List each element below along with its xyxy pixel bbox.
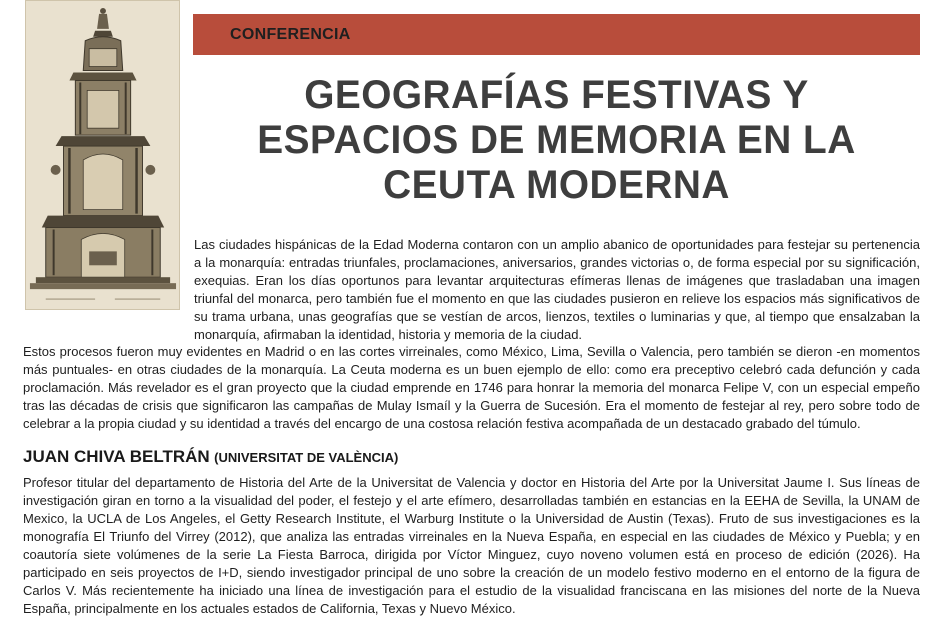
speaker-affiliation: (UNIVERSITAT DE VALÈNCIA) bbox=[214, 450, 399, 465]
speaker-name: JUAN CHIVA BELTRÁN bbox=[23, 447, 210, 466]
body-paragraph: Estos procesos fueron muy evidentes en Madrid o en las cortes virreinales, como México, Lima, Sevilla o Valencia, pero también se dieron -en momentos más puntuales- en otras ciudades de la monarquía. La Ceuta moderna es un buen ejemplo de ello: como era preceptivo celebró cada defunción y cada proclamación. Más revelador es el gran proyecto que la ciudad emprende en 1746 para honrar la memoria del monarca Felipe V, con un especial empeño tras las décadas de crisis que significaron las campañas de Mulay Ismaíl y la Guerra de Sucesión. Era el momento de festejar al rey, pero sobre todo de celebrar a la propia ciudad y su identidad a través del encargo de una costosa relación festiva acompañada de un destacado grabado del túmulo. bbox=[23, 344, 920, 431]
page-title bbox=[204, 73, 909, 208]
speaker-heading bbox=[23, 447, 398, 467]
title-line: GEOGRAFÍAS FESTIVAS Y bbox=[304, 73, 809, 117]
title-line: ESPACIOS DE MEMORIA EN LA bbox=[257, 118, 856, 162]
catafalque-engraving bbox=[25, 0, 180, 310]
section-label: CONFERENCIA bbox=[230, 25, 351, 43]
intro-paragraph: Las ciudades hispánicas de la Edad Moderna contaron con un amplio abanico de oportunidades para festejar su pertenencia a la monarquía: entradas triunfales, proclamaciones, aniversarios, grandes victorias o, de forma especial por su significación, exequias. Eran los días oportunos para levantar arquitecturas efímeras llenas de imágenes que trasladaban una imagen triunfal del monarca, pero también fue el momento en que las ciudades pusieron en relieve los espacios más significativos de su trama urbana, unas geografías que se vestían de arcos, lienzos, textiles o luminarias y que, al tiempo que ensalzaban la monarquía, afirmaban la identidad, historia y memoria de la ciudad. bbox=[194, 237, 920, 342]
section-banner bbox=[193, 14, 920, 55]
speaker-bio: Profesor titular del departamento de Historia del Arte de la Universitat de Valencia y doctor en Historia del Arte por la Universitat Jaume I. Sus líneas de investigación giran en torno a la visualidad del poder, el festejo y el arte efímero, desarrolladas también en estancias en la EEHA de Sevilla, la UNAM de Mexico, la UCLA de Los Angeles, el Getty Research Institute, el Warburg Institute o la Universidad de Austin (Texas). Fruto de sus investigaciones es la monografía El Triunfo del Virrey (2012), que analiza las entradas virreinales en la Nueva España, en especial en las ciudades de México y Puebla; y en coautoría siete volúmenes de la serie La Fiesta Barroca, dirigida por Víctor Minguez, cuyo noveno volumen está en proceso de edición (2026). Ha participado en seis proyectos de I+D, siendo investigador principal de uno sobre la creación de un modelo festivo moderno en el entorno de la figura de Carlos V. Más recientemente ha iniciado una línea de investigación para el estudio de la visualidad franciscana en las misiones del norte de la Nueva España, principalmente en los actuales estados de California, Texas y Nuevo México. bbox=[23, 475, 920, 616]
title-line: CEUTA MODERNA bbox=[383, 163, 730, 207]
